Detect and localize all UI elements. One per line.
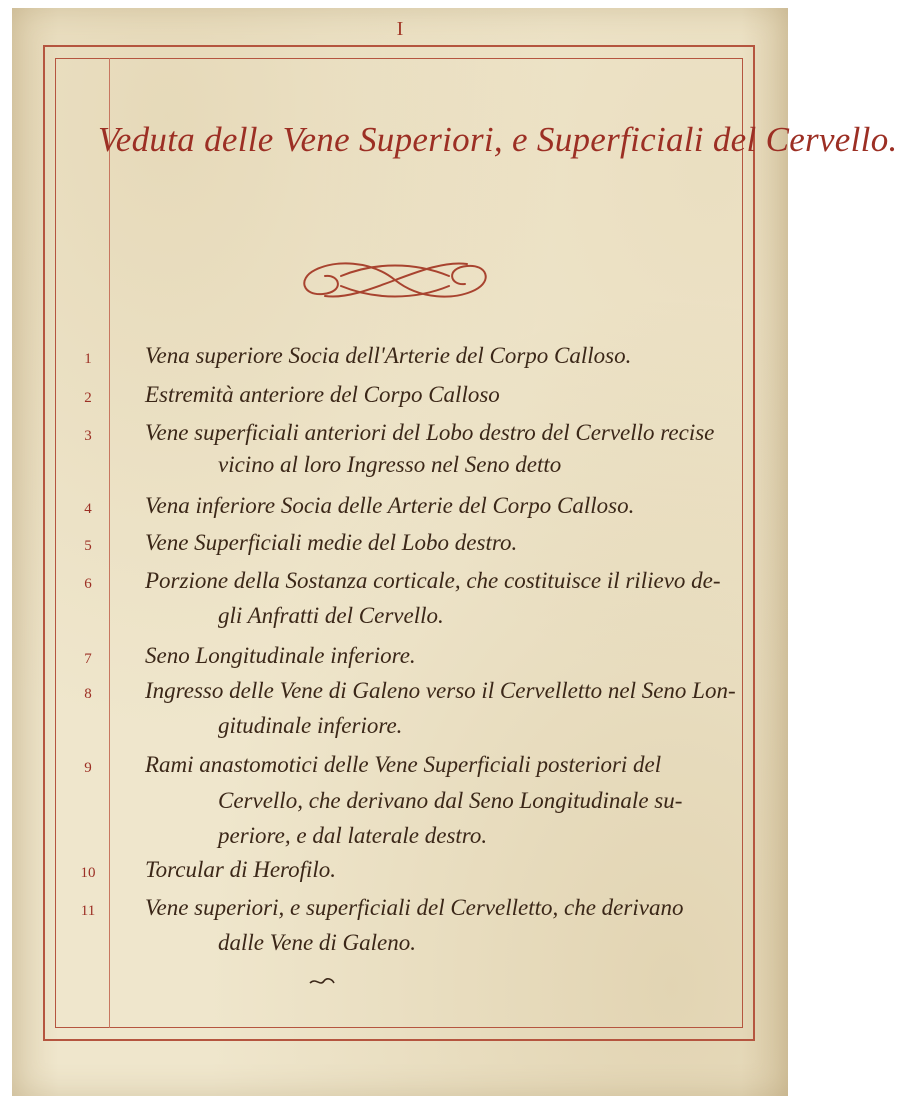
page-number: I [396, 18, 404, 40]
item-number: 5 [84, 538, 92, 554]
page-title: Veduta delle Vene Superiori, e Superficiali del Cervello. [98, 120, 898, 159]
item-text-continuation: dalle Vene di Galeno. [218, 930, 417, 955]
item-text: Porzione della Sostanza corticale, che costituisce il rilievo de- [145, 568, 721, 593]
item-number: 9 [84, 760, 92, 776]
item-text: Vene superficiali anteriori del Lobo destro del Cervello recise [145, 420, 715, 445]
item-text: Estremità anteriore del Corpo Calloso [145, 382, 500, 407]
item-text-continuation: periore, e dal laterale destro. [218, 823, 488, 848]
item-number: 6 [84, 576, 92, 592]
item-number: 8 [84, 686, 92, 702]
item-text: Rami anastomotici delle Vene Superficiali posteriori del [145, 752, 662, 777]
end-flourish-icon [308, 975, 336, 989]
calligraphic-flourish-icon [285, 252, 505, 308]
item-number: 11 [80, 903, 96, 919]
item-number: 3 [84, 428, 92, 444]
item-text-continuation: vicino al loro Ingresso nel Seno detto [218, 452, 562, 477]
item-text: Vena superiore Socia dell'Arterie del Corpo Calloso. [145, 343, 632, 368]
item-number: 1 [84, 351, 92, 367]
item-number: 7 [84, 651, 92, 667]
item-text: Vene superiori, e superficiali del Cervelletto, che derivano [145, 895, 684, 920]
item-text-continuation: Cervello, che derivano dal Seno Longitudinale su- [218, 788, 683, 813]
item-text: Torcular di Herofilo. [145, 857, 337, 882]
item-text-continuation: gli Anfratti del Cervello. [218, 603, 444, 628]
item-number: 4 [84, 501, 92, 517]
item-number: 2 [84, 390, 92, 406]
item-text: Seno Longitudinale inferiore. [145, 643, 416, 668]
item-number: 10 [80, 865, 96, 881]
item-text-continuation: gitudinale inferiore. [218, 713, 403, 738]
item-text: Vena inferiore Socia delle Arterie del Corpo Calloso. [145, 493, 635, 518]
item-text: Ingresso delle Vene di Galeno verso il Cervelletto nel Seno Lon- [145, 678, 736, 703]
item-text: Vene Superficiali medie del Lobo destro. [145, 530, 518, 555]
